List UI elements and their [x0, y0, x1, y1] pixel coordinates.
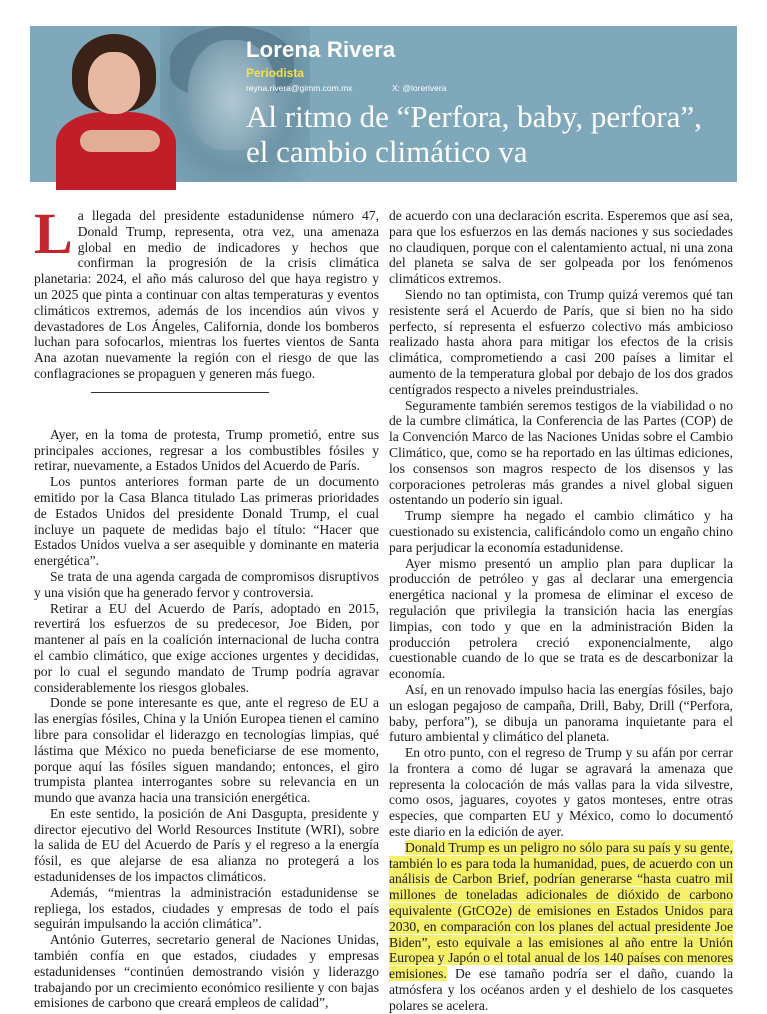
paragraph: Los puntos anteriores forman parte de un documento emitido por la Casa Blanca titulado Las primeras prioridades de Estados Unidos del presidente Donald Trump, el cual incluye un paquete de medidas bajo el título: “Hacer que Estados Unidos vuelva a ser asequible y dominante en materia energética”. — [34, 474, 379, 569]
paragraph: António Guterres, secretario general de Naciones Unidas, también confía en que estados, ciudades y empresas estadunidenses “continúen demostrando visión y liderazgo trabajando por un crecimiento económico resiliente y con bajas emisiones de carbono que creará empleos de calidad”, — [34, 932, 379, 1011]
paragraph: La llegada del presidente estadunidense número 47, Donald Trump, representa, otra vez, una amenaza global en medio de indicadores y hechos que confirman la progresión de la crisis climática planetaria: 2024, el año más caluroso del que haya registro y un 2025 que pinta a continuar con altas temperaturas y eventos climáticos extremos, además de los incendios aún vivos y devastadores de Los Ángeles, California, donde los bomberos luchan para sofocarlos, mientras los fuertes vientos de Santa Ana azotan nuevamente la región con el riesgo de que las conflagraciones se propaguen y generen más fuego. — [34, 201, 379, 381]
paragraph: Se trata de una agenda cargada de compromisos disruptivos y una visión que ha generado fervor y controversia. — [34, 568, 379, 600]
paragraph-highlighted — [389, 840, 733, 1014]
paragraph: Además, “mientras la administración estadunidense se repliega, los estados, ciudades y empresas de todo el país seguirán impulsando la acción climática”. — [34, 884, 379, 932]
paragraph: de acuerdo con una declaración escrita. Esperemos que así sea, para que los esfuerzos en las demás naciones y sus sociedades no claudiquen, porque con el calentamiento actual, ni una zona del planeta se salva de ser golpeada por los fenómenos climáticos extremos. — [389, 208, 733, 287]
author-email: reyna.rivera@gimm.com.mx — [246, 83, 353, 93]
paragraph: Ayer, en la toma de protesta, Trump prometió, entre sus principales acciones, regresar a los combustibles fósiles y retirar, nuevamente, a Estados Unidos del Acuerdo de París. — [34, 426, 379, 474]
article-column-right — [389, 208, 733, 1014]
portrait-face — [88, 52, 140, 114]
paragraph: Trump siempre ha negado el cambio climático y ha cuestionado su existencia, calificándolo como un engaño chino para perjudicar la economía estadunidense. — [389, 508, 733, 555]
author-portrait — [50, 34, 180, 182]
author-name: Lorena Rivera — [246, 37, 396, 62]
paragraph: Seguramente también seremos testigos de la viabilidad o no de la cumbre climática, la Conferencia de las Partes (COP) de la Convención Marco de las Naciones Unidas sobre el Cambio Climático, que, como se ha reportado en las últimas ediciones, los consensos son magros respecto de los disensos y las corporaciones petroleras más grandes a nivel global siguen ostentando un poderío sin igual. — [389, 397, 733, 508]
paragraph: Siendo no tan optimista, con Trump quizá veremos qué tan resistente será el Acuerdo de París, que si bien no ha sido perfecto, sí representa el esfuerzo colectivo más ambicioso realizado hasta ahora para mitigar los efectos de la crisis climática, comprometiendo a casi 200 países a limitar el aumento de la temperatura global por debajo de los dos grados centígrados respecto a niveles preindustriales. — [389, 286, 733, 397]
paragraph: Ayer mismo presentó un amplio plan para duplicar la producción de petróleo y gas al declarar una emergencia energética nacional y la promesa de eliminar el exceso de regulación que privilegia la transición hacia las energías limpias, con todo y que en la administración Biden la producción petrolera creció exponencialmente, algo cuestionable cuando de lo que se trata es de descarbonizar la economía. — [389, 555, 733, 682]
article-headline: Al ritmo de “Perfora, baby, perfora”, el cambio climático va — [246, 99, 702, 169]
paragraph: En otro punto, con el regreso de Trump y su afán por cerrar la frontera a como dé lugar se agravará la amenaza que representa la colocación de más vallas para la vida silvestre, como osos, jaguares, coyotes y gatos monteses, entre otras especies, que comparten EU y México, como lo documentó este diario en la edición de ayer. — [389, 745, 733, 840]
author-role: Periodista — [246, 66, 305, 80]
drop-cap: L — [34, 201, 73, 266]
paragraph: Así, en un renovado impulso hacia las energías fósiles, bajo un eslogan pegajoso de campaña, Drill, Baby, Drill (“Perfora, baby, perfora”), se dibuja un panorama inquietante para el futuro ambiental y climático del planeta. — [389, 681, 733, 745]
paragraph: Retirar a EU del Acuerdo de París, adoptado en 2015, revertirá los esfuerzos de su predecesor, Joe Biden, por mantener al país en la coalición internacional de lucha contra el cambio climático, que exige acciones urgentes y decididas, por lo cual el segundo mandato de Trump podría agravar considerablemente los riesgos globales. — [34, 600, 379, 695]
column-header-banner — [30, 26, 737, 182]
paragraph-tail: De ese tamaño podría ser el daño, cuando la atmósfera y los océanos arden y el deshielo de los casquetes polares se acelera. — [389, 966, 733, 1013]
paragraph: En este sentido, la posición de Ani Dasgupta, presidente y director ejecutivo del World Resources Institute (WRI), sobre la salida de EU del Acuerdo de París y el regreso a la energía fósil, es que alejarse de esa alianza no protegerá a los estadunidenses de los impactos climáticos. — [34, 805, 379, 885]
article-column-left — [34, 201, 379, 1011]
highlighted-text: Donald Trump es un peligro no sólo para su país y su gente, también lo es para toda la humanidad, pues, de acuerdo con un análisis de Carbon Brief, podrían generarse “hasta cuatro mil millones de toneladas adicionales de dióxido de carbono equivalente (GtCO2e) de emisiones en Estados Unidos para 2030, en comparación con los planes del actual presidente Joe Biden”, esto equivale a las emisiones al año entre la Unión Europea y Japón o el total anual de los 140 países con menores emisiones. — [389, 839, 733, 982]
section-divider — [91, 392, 269, 393]
author-x-handle: X: @lorerivera — [392, 83, 447, 93]
portrait-arm — [80, 130, 160, 152]
paragraph: Donde se pone interesante es que, ante el regreso de EU a las energías fósiles, China y la Unión Europea tienen el camino libre para consolidar el liderazgo en tecnologías limpias, qué lástima que México no pueda beneficiarse de ese momento, porque aquí las fósiles siguen mandando; entonces, el giro trumpista plantea interrogantes sobre su relevancia en un mundo que avanza hacia una transición energética. — [34, 695, 379, 806]
